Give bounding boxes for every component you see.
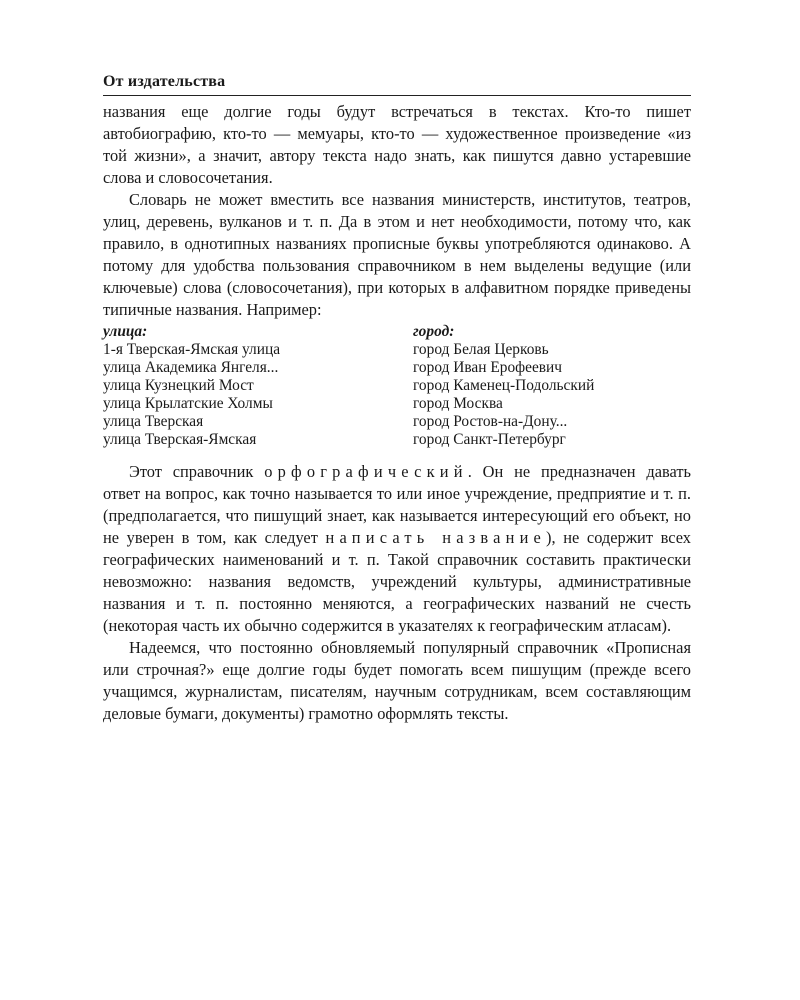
street-example: улица Кузнецкий Мост [103, 377, 254, 394]
paragraph-3-text: ), не содержит всех географических наименований и т. п. Такой справочник составить практически невозможно: названия ведомств, учреждений культуры, административные названия и т. п. постоянно меняются, а географических названий не счесть (некоторая часть их обычно содержится в указателях к географическим атласам). [103, 528, 691, 635]
paragraph-3 [103, 461, 691, 637]
paragraph-4: Надеемся, что постоянно обновляемый популярный справочник «Прописная или строчная?» еще долгие годы будет помогать всем пишущим (прежде всего учащимся, журналистам, писателям, научным сотрудникам, всем составляющим деловые бумаги, документы) грамотно оформлять тексты. [103, 638, 691, 723]
paragraph-3-text: Этот справочник [129, 462, 265, 481]
paragraph-1: названия еще долгие годы будут встречаться в текстах. Кто-то пишет автобиографию, кто-то — мемуары, кто-то — художественное произведение «из той жизни», а значит, автору текста надо знать, как пишутся давно устаревшие слова и словосочетания. [103, 102, 691, 187]
paragraph-3-text: . Он не предназначен давать ответ на вопрос, как точно называется то или иное учреждение, предприятие и т. п. (предполагается, что пишущий знает, как называется интересующий его объект, но не уверен в том, как следует [103, 462, 691, 547]
city-example: город Каменец-Подольский [413, 377, 595, 394]
spaced-emphasis: написать название [325, 528, 547, 547]
page [103, 72, 691, 725]
street-example: улица Академика Янгеля... [103, 359, 279, 376]
city-example: город Москва [413, 395, 503, 412]
street-example: улица Тверская [103, 413, 204, 430]
spaced-emphasis: орфографический [264, 462, 468, 481]
cities-column [413, 323, 691, 449]
streets-column [103, 323, 413, 449]
street-example: улица Крылатские Холмы [103, 395, 273, 412]
street-example: улица Тверская-Ямская [103, 431, 257, 448]
header-rule [103, 95, 691, 96]
city-example: город Иван Ерофеевич [413, 359, 563, 376]
examples-block [103, 323, 691, 449]
paragraph-2: Словарь не может вместить все названия министерств, институтов, театров, улиц, деревень, вулканов и т. п. Да в этом и нет необходимости, потому что, как правило, в однотипных названиях прописные буквы употребляются одинаково. А потому для удобства пользования справочником в нем выделены ведущие (или ключевые) слова (словосочетания), при которых в алфавитном порядке приведены типичные названия. Например: [103, 190, 691, 319]
streets-heading: улица: [103, 323, 148, 340]
city-example: город Ростов-на-Дону... [413, 413, 568, 430]
running-head: От издательства [103, 73, 226, 90]
city-example: город Санкт-Петербург [413, 431, 566, 448]
street-example: 1-я Тверская-Ямская улица [103, 341, 281, 358]
cities-heading: город: [413, 323, 455, 340]
city-example: город Белая Церковь [413, 341, 549, 358]
